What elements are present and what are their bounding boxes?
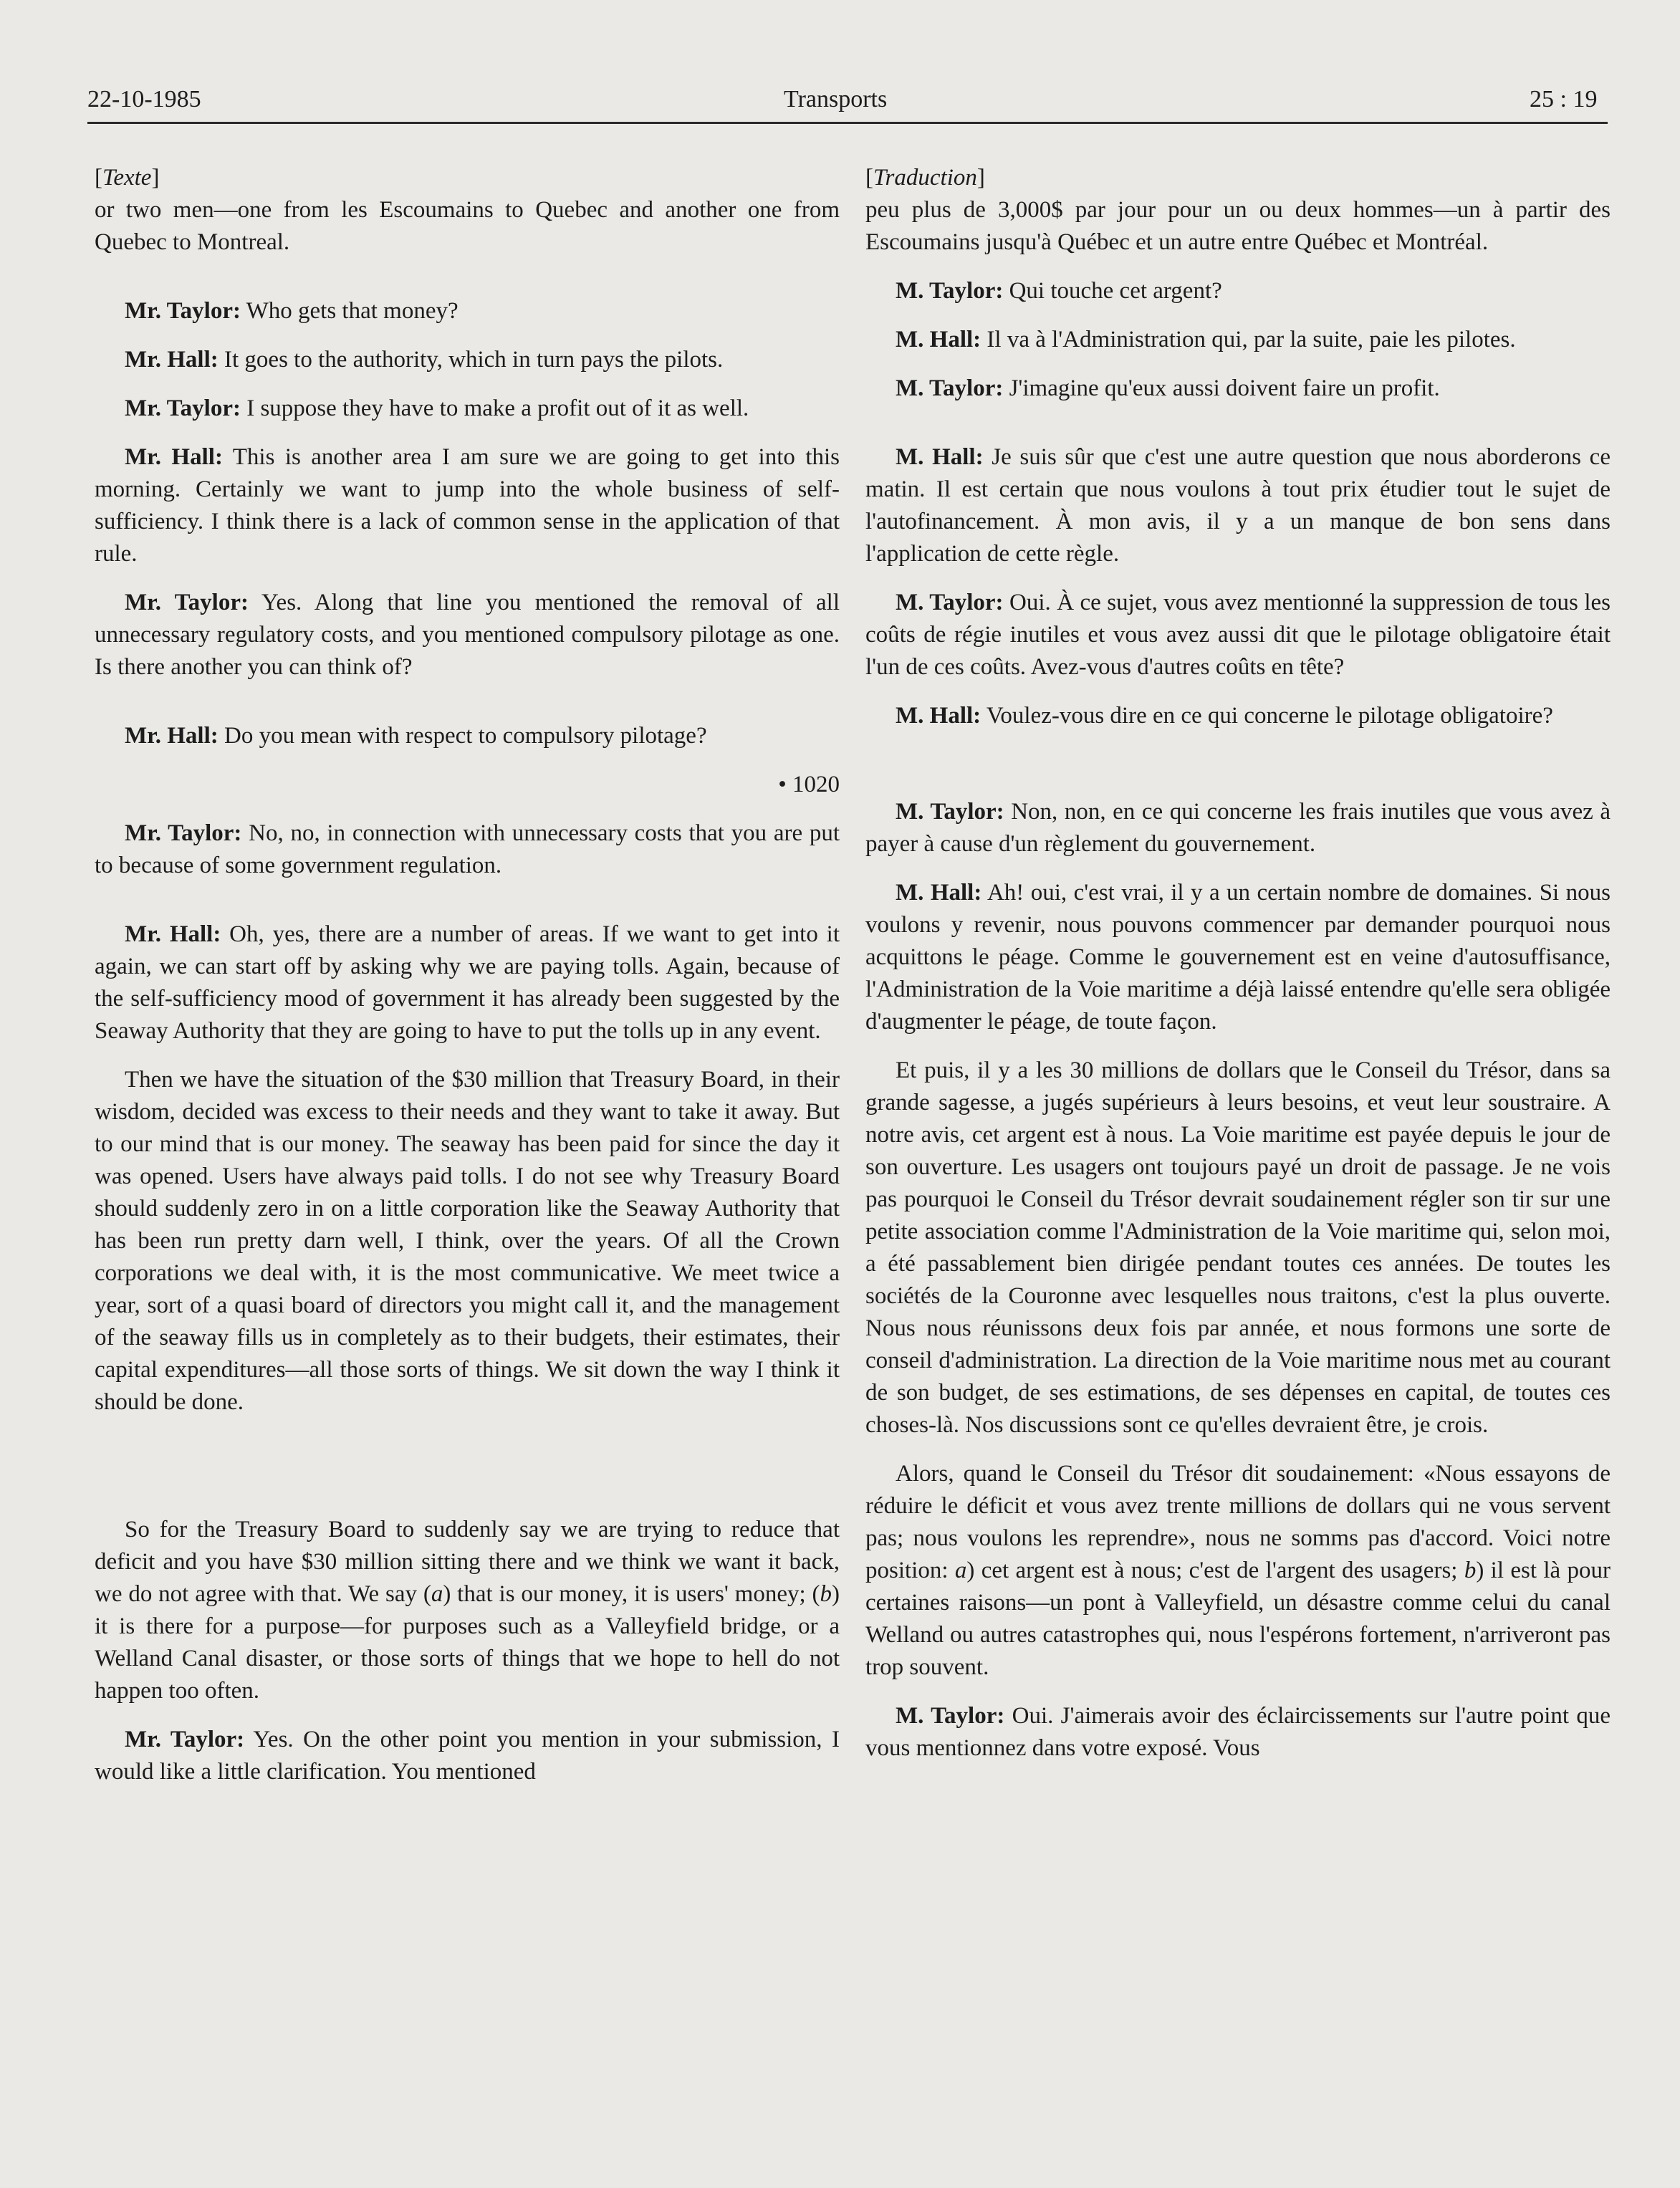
speech-text: This is another area I am sure we are going to get into this morning. Certainly we want to jump into the whole business of self-sufficiency. I think there is a lack of common sense in the application of that rule. <box>95 444 840 567</box>
paragraph: Alors, quand le Conseil du Trésor dit soudainement: «Nous essayons de réduire le déficit et vous avez trente millions de dollars qui ne vous servent pas; nous voulons les reprendre», nous ne somms pas d'accord. Voici notre position: a) cet argent est à nous; c'est de l'argent des usagers; b) il est là pour certaines raisons—un pont à Valleyfield, un désastre comme celui du canal Welland ou autres catastrophes qui, nous l'espérons fortement, n'arriveront pas trop souvent. <box>865 1461 1611 1680</box>
speech-text: No, no, in connection with unnecessary costs that you are put to because of some government regulation. <box>95 820 840 878</box>
speech-paragraph <box>95 1724 840 1788</box>
speech-paragraph <box>865 441 1611 570</box>
speech-paragraph <box>95 344 840 376</box>
speech-text: I suppose they have to make a profit out of it as well. <box>246 395 749 421</box>
speech-text: Do you mean with respect to compulsory pilotage? <box>224 723 707 749</box>
speech-paragraph <box>95 817 840 882</box>
speech-paragraph <box>865 373 1611 405</box>
speaker-name: Mr. Hall: <box>125 444 223 470</box>
speech-paragraph <box>865 587 1611 683</box>
language-tag-text: Traduction <box>873 165 977 191</box>
speaker-name: Mr. Hall: <box>125 723 219 749</box>
speaker-name: Mr. Taylor: <box>125 298 241 324</box>
speech-paragraph <box>865 700 1611 732</box>
speech-text: J'imagine qu'eux aussi doivent faire un profit. <box>1009 375 1440 401</box>
speaker-name: Mr. Taylor: <box>125 590 249 615</box>
paragraph: So for the Treasury Board to suddenly say we are trying to reduce that deficit and you have $30 million sitting there and we think we want it back, we do not agree with that. We say (a) that is our money, it is users' money; (b) it is there for a purpose—for purposes such as a Valleyfield bridge, or a Welland Canal disaster, or those sorts of things that we hope to hell do not happen too often. <box>95 1517 840 1704</box>
speech-text: Oui. À ce sujet, vous avez mentionné la suppression de tous les coûts de régie inutiles et vous avez aussi dit que le pilotage obligatoire était l'un de ces coûts. Avez-vous d'autres coûts en tête? <box>865 590 1611 680</box>
header-title: Transports <box>784 86 888 112</box>
speech-paragraph <box>865 796 1611 860</box>
speech-text: Oh, yes, there are a number of areas. If we want to get into it again, we can start off by asking why we are paying tolls. Again, because of the self-sufficiency mood of government it has already been suggested by the Seaway Authority that they are going to have to put the tolls up in any event. <box>95 921 840 1044</box>
speech-paragraph <box>865 1700 1611 1765</box>
english-column <box>95 162 840 1805</box>
speech-text: Who gets that money? <box>246 298 459 324</box>
language-tag: [Texte] <box>95 165 160 191</box>
speech-paragraph <box>95 918 840 1047</box>
speech-paragraph <box>865 877 1611 1038</box>
speech-text: Yes. On the other point you mention in your submission, I would like a little clarification. You mentioned <box>95 1727 840 1785</box>
speaker-name: M. Hall: <box>896 444 984 470</box>
speech-text: Il va à l'Administration qui, par la suite, paie les pilotes. <box>987 327 1516 352</box>
speech-text: Qui touche cet argent? <box>1009 278 1222 304</box>
paragraph: Et puis, il y a les 30 millions de dollars que le Conseil du Trésor, dans sa grande sagesse, a jugés supérieurs à leurs besoins, et veut leur soustraire. A notre avis, cet argent est à nous. La Voie maritime est payée depuis le jour de son ouverture. Les usagers ont toujours payé un droit de passage. Je ne vois pas pourquoi le Conseil du Trésor devrait soudainement régler son tir sur une petite association comme l'Administration de la Voie maritime qui, selon moi, a été passablement bien dirigée pendant toutes ces années. De toutes les sociétés de la Couronne avec lesquelles nous traitons, c'est la plus ouverte. Nous nous réunissons deux fois par année, et nous formons une sorte de conseil d'administration. La direction de la Voie maritime nous met au courant de son budget, de ses estimations, de ses dépenses en capital, de toutes ces choses-là. Nos discussions sont ce qu'elles devraient être, je crois. <box>865 1057 1611 1438</box>
speech-text: It goes to the authority, which in turn pays the pilots. <box>224 347 724 373</box>
speech-paragraph <box>95 720 840 752</box>
speech-text: Voulez-vous dire en ce qui concerne le pilotage obligatoire? <box>986 703 1553 729</box>
speech-paragraph <box>865 275 1611 307</box>
paragraph: or two men—one from les Escoumains to Quebec and another one from Quebec to Montreal. <box>95 197 840 255</box>
paragraph: Then we have the situation of the $30 million that Treasury Board, in their wisdom, decided was excess to their needs and they want to take it away. But to our mind that is our money. The seaway has been paid for since the day it was opened. Users have always paid tolls. I do not see why Treasury Board should suddenly zero in on a little corporation like the Seaway Authority that has been run pretty darn well, I think, over the years. Of all the Crown corporations we deal with, it is the most communicative. We meet twice a year, sort of a quasi board of directors you might call it, and the management of the seaway fills us in completely as to their budgets, their estimates, their capital expenditures—all those sorts of things. We sit down the way I think it should be done. <box>95 1067 840 1415</box>
speaker-name: M. Taylor: <box>896 278 1004 304</box>
header-rule <box>87 122 1608 124</box>
speech-paragraph <box>95 393 840 425</box>
speech-text: Je suis sûr que c'est une autre question que nous aborderons ce matin. Il est certain que nous voulons à tout prix étudier tout le sujet de l'autofinancement. À mon avis, il y a un manque de bon sens dans l'application de cette règle. <box>865 444 1611 567</box>
paragraph: peu plus de 3,000$ par jour pour un ou deux hommes—un à partir des Escoumains jusqu'à Québec et un autre entre Québec et Montréal. <box>865 197 1611 255</box>
speaker-name: M. Taylor: <box>896 375 1004 401</box>
speech-paragraph <box>95 441 840 570</box>
language-tag-text: Texte <box>102 165 152 191</box>
speaker-name: M. Hall: <box>896 703 981 729</box>
speech-text: Non, non, en ce qui concerne les frais inutiles que vous avez à payer à cause d'un règlement du gouvernement. <box>865 799 1611 857</box>
speaker-name: M. Hall: <box>896 327 981 352</box>
header-date: 22-10-1985 <box>87 86 201 112</box>
speech-text: Oui. J'aimerais avoir des éclaircissements sur l'autre point que vous mentionnez dans votre exposé. Vous <box>865 1703 1611 1761</box>
speaker-name: Mr. Hall: <box>125 347 219 373</box>
time-stamp: • 1020 <box>778 772 840 797</box>
language-tag: [Traduction] <box>865 165 985 191</box>
speaker-name: M. Hall: <box>896 880 982 906</box>
speech-text: Ah! oui, c'est vrai, il y a un certain nombre de domaines. Si nous voulons y revenir, nous pouvons commencer par demander pourquoi nous acquittons le péage. Comme le gouvernement est en veine d'autosuffisance, l'Administration de la Voie maritime a déjà laissé entendre qu'elle sera obligée d'augmenter le péage, de toute façon. <box>865 880 1611 1035</box>
speaker-name: Mr. Taylor: <box>125 395 241 421</box>
french-column <box>865 162 1611 1781</box>
speaker-name: Mr. Taylor: <box>125 820 242 846</box>
speaker-name: M. Taylor: <box>896 590 1004 615</box>
speaker-name: M. Taylor: <box>896 1703 1005 1729</box>
speaker-name: Mr. Taylor: <box>125 1727 245 1752</box>
header-page-number: 25 : 19 <box>1530 86 1598 112</box>
speech-paragraph <box>865 324 1611 356</box>
speech-paragraph <box>95 295 840 327</box>
speech-paragraph <box>95 587 840 683</box>
speech-text: Yes. Along that line you mentioned the removal of all unnecessary regulatory costs, and you mentioned compulsory pilotage as one. Is there another you can think of? <box>95 590 840 680</box>
speaker-name: M. Taylor: <box>896 799 1004 825</box>
speaker-name: Mr. Hall: <box>125 921 221 947</box>
